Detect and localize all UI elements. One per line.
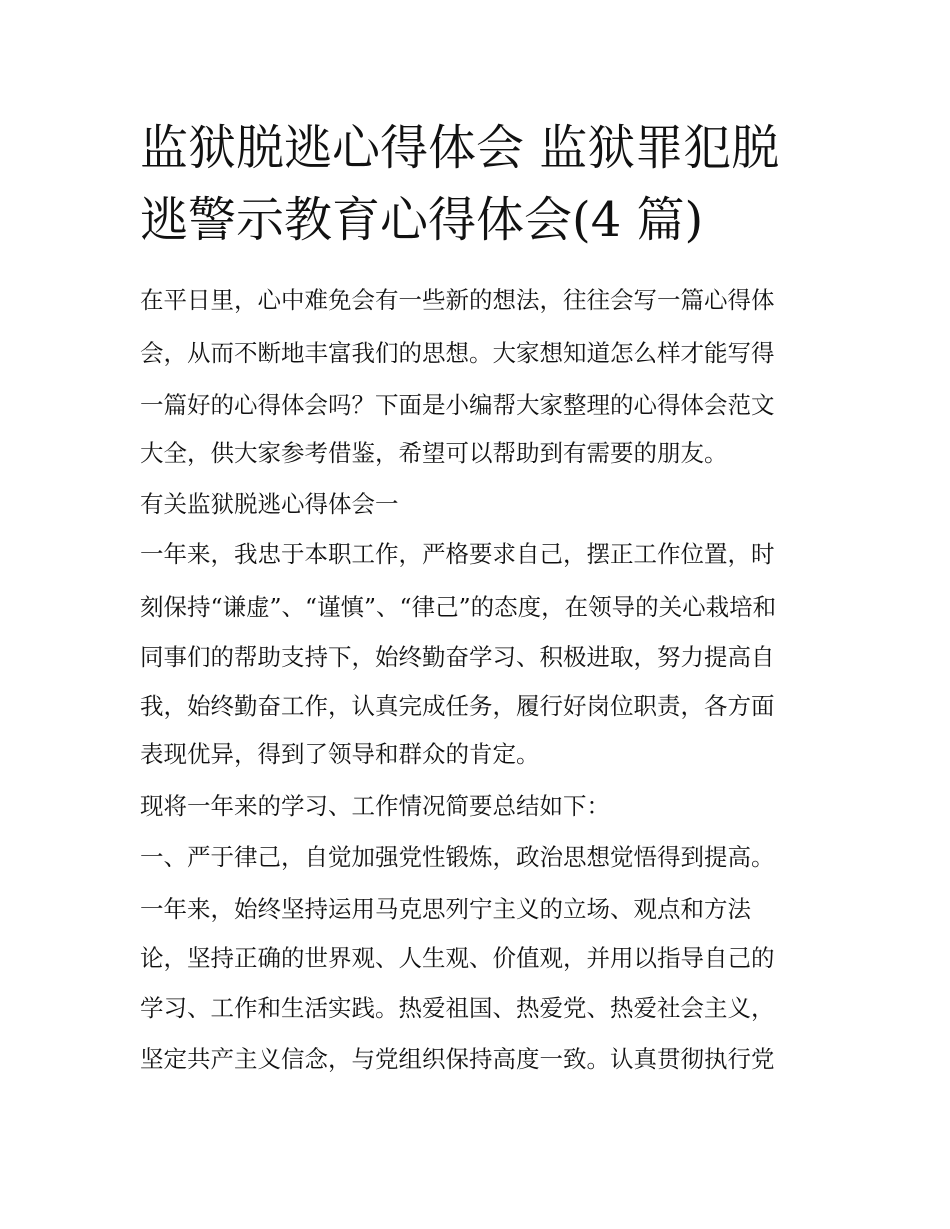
body-line: 现将一年来的学习、工作情况简要总结如下： xyxy=(140,792,610,820)
body-line: 表现优异，得到了领导和群众的肯定。 xyxy=(140,740,540,768)
document-title xyxy=(140,112,830,256)
body-line: 论，坚持正确的世界观、人生观、价值观，并用以指导自己的 xyxy=(140,944,775,972)
body-line: 同事们的帮助支持下，始终勤奋学习、积极进取，努力提高自 xyxy=(140,643,775,671)
title-line: 逃警示教育心得体会(4 篇) xyxy=(140,192,704,248)
body-line: 坚定共产主义信念，与党组织保持高度一致。认真贯彻执行党 xyxy=(140,1045,775,1073)
body-line: 在平日里，心中难免会有一些新的想法，往往会写一篇心得体 xyxy=(140,286,775,314)
section-heading: 有关监狱脱逃心得体会一 xyxy=(140,490,399,518)
body-line: 一篇好的心得体会吗？下面是小编帮大家整理的心得体会范文 xyxy=(140,391,775,419)
body-line: 一、严于律己，自觉加强党性锻炼，政治思想觉悟得到提高。 xyxy=(140,843,775,871)
body-line: 学习、工作和生活实践。热爱祖国、热爱党、热爱社会主义， xyxy=(140,994,775,1022)
body-line: 会，从而不断地丰富我们的思想。大家想知道怎么样才能写得 xyxy=(140,339,775,367)
body-line: 刻保持“谦虚”、“谨慎”、“律己”的态度，在领导的关心栽培和 xyxy=(140,593,777,621)
body-line: 我，始终勤奋工作，认真完成任务，履行好岗位职责，各方面 xyxy=(140,692,775,720)
body-line: 一年来，我忠于本职工作，严格要求自己，摆正工作位置，时 xyxy=(140,540,775,568)
title-line: 监狱脱逃心得体会 监狱罪犯脱 xyxy=(140,120,780,176)
body-line: 大全，供大家参考借鉴，希望可以帮助到有需要的朋友。 xyxy=(140,439,728,467)
body-line: 一年来，始终坚持运用马克思列宁主义的立场、观点和方法 xyxy=(140,895,751,923)
